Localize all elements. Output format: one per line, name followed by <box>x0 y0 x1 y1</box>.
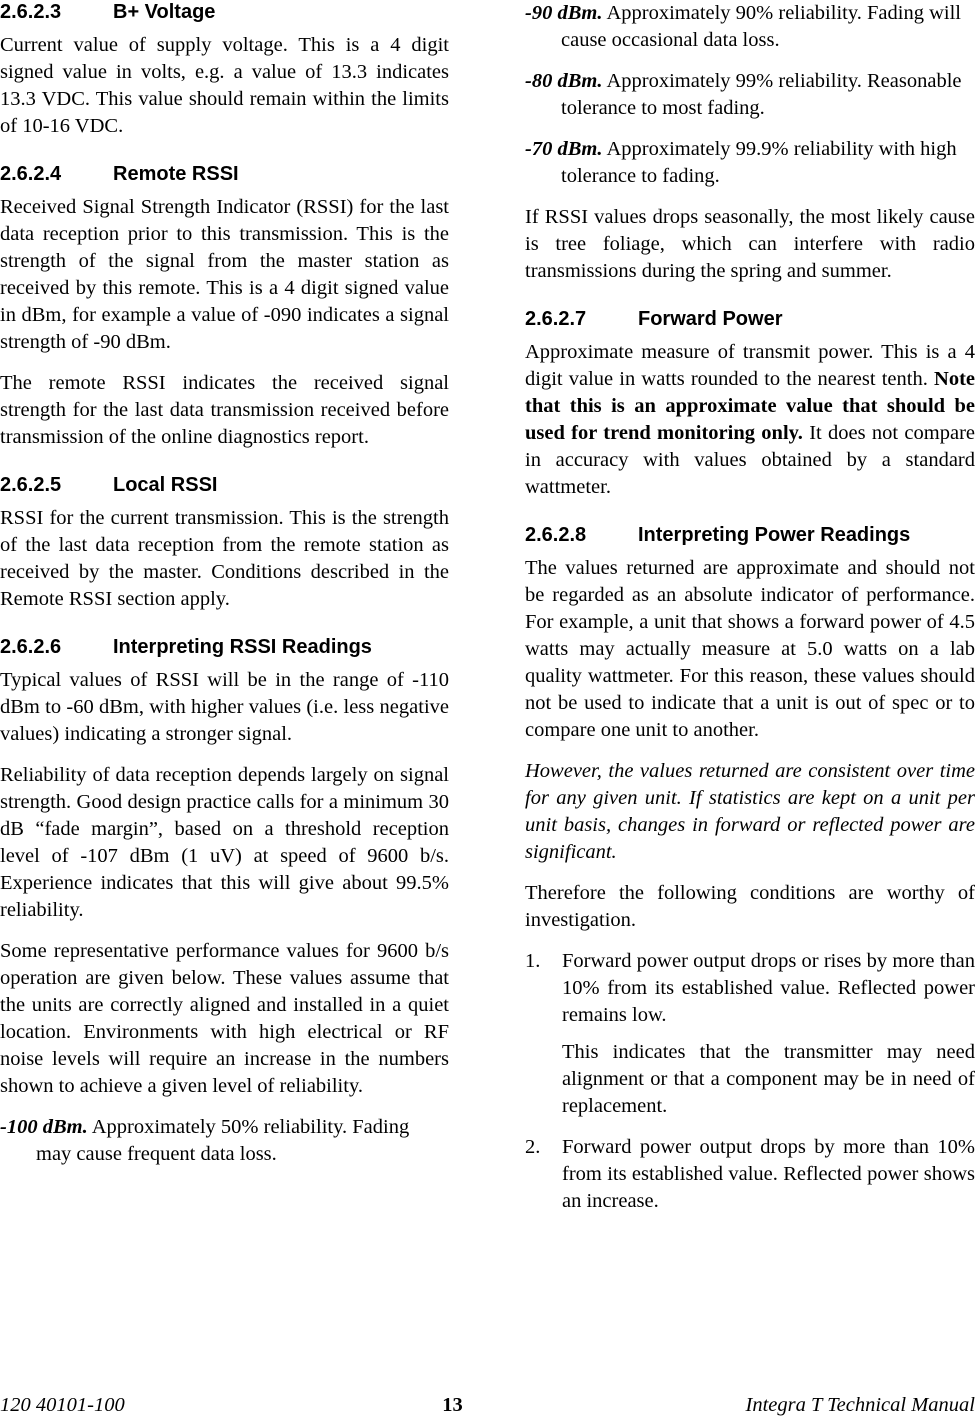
heading-remote-rssi <box>0 162 449 186</box>
section-title: B+ Voltage <box>113 1 216 23</box>
section-title: Forward Power <box>638 308 783 330</box>
b-plus-voltage-paragraph: Current value of supply voltage. This is a 4 digit signed value in volts, e.g. a value of 13.3 indicates 13.3 VDC. This value should remain within the limits of 10-16 VDC. <box>0 34 449 137</box>
interpreting-power-paragraph-3: Therefore the following conditions are worthy of investigation. <box>525 882 975 931</box>
remote-rssi-paragraph-1: Received Signal Strength Indicator (RSSI) for the last data reception prior to this transmission. This is the strength of the signal from the master station as received by this remote. This is a 4 digit signed value in dBm, for example a value of -090 indicates a signal strength of -90 dBm. <box>0 196 449 353</box>
section-title: Remote RSSI <box>113 163 239 185</box>
page-footer <box>0 1392 975 1419</box>
local-rssi-paragraph: RSSI for the current transmission. This is the strength of the last data reception from the remote station as received by the master. Conditions described in the Remote RSSI section apply. <box>0 507 449 610</box>
section-number: 2.6.2.4 <box>0 163 62 185</box>
forward-power-text-b: It does not compare in accuracy with values obtained by a standard wattmeter. <box>525 422 975 498</box>
left-column <box>0 0 449 1182</box>
section-title: Local RSSI <box>113 474 218 496</box>
section-number: 2.6.2.3 <box>0 1 62 23</box>
forward-power-note: Note that this is an approximate value that should be used for trend monitoring only. <box>525 368 975 444</box>
list-item-text: Forward power output drops by more than 10% from its established value. Reflected power shows an increase. <box>562 1136 975 1212</box>
rssi-entry-text: Approximately 90% reliability. Fading will cause occasional data loss. <box>561 2 961 51</box>
rssi-entry-minus-70 <box>525 136 975 190</box>
heading-interpreting-power <box>525 523 975 547</box>
remote-rssi-paragraph-2: The remote RSSI indicates the received signal strength for the last data transmission received before transmission of the online diagnostics report. <box>0 372 449 448</box>
section-title: Interpreting RSSI Readings <box>113 636 372 658</box>
rssi-entry-minus-100 <box>0 1114 449 1168</box>
section-number: 2.6.2.7 <box>525 308 587 330</box>
heading-forward-power <box>525 307 975 331</box>
rssi-entry-label: -100 dBm. <box>0 1116 88 1138</box>
seasonal-rssi-paragraph: If RSSI values drops seasonally, the most likely cause is tree foliage, which can interfere with radio transmissions during the spring and summer. <box>525 206 975 282</box>
section-number: 2.6.2.8 <box>525 524 587 546</box>
forward-power-text-a: Approximate measure of transmit power. This is a 4 digit value in watts rounded to the nearest tenth. <box>525 341 975 390</box>
section-title: Interpreting Power Readings <box>638 524 911 546</box>
list-item-number: 1. <box>525 950 541 972</box>
heading-interpreting-rssi <box>0 635 449 659</box>
rssi-entry-minus-80 <box>525 68 975 122</box>
interpreting-rssi-paragraph-2: Reliability of data reception depends largely on signal strength. Good design practice calls for a minimum 30 dB “fade margin”, based on a threshold reception level of -107 dBm (1 uV) at speed of 9600 b/s. Experience indicates that this will give about 99.5% reliability. <box>0 764 449 921</box>
section-number: 2.6.2.5 <box>0 474 62 496</box>
interpreting-rssi-paragraph-1: Typical values of RSSI will be in the range of -110 dBm to -60 dBm, with higher values (i.e. less negative values) indicating a stronger signal. <box>0 669 449 745</box>
rssi-entry-text: Approximately 50% reliability. Fading may cause frequent data loss. <box>36 1116 410 1165</box>
rssi-entry-text: Approximately 99% reliability. Reasonable tolerance to most fading. <box>561 70 962 119</box>
interpreting-power-paragraph-2: However, the values returned are consistent over time for any given unit. If statistics are kept on a unit per unit basis, changes in forward or reflected power are significant. <box>525 760 975 863</box>
right-column <box>525 0 975 1229</box>
section-number: 2.6.2.6 <box>0 636 62 658</box>
rssi-entry-label: -90 dBm. <box>525 2 603 24</box>
rssi-entry-text: Approximately 99.9% reliability with high tolerance to fading. <box>561 138 957 187</box>
rssi-entry-label: -70 dBm. <box>525 138 603 160</box>
heading-b-plus-voltage <box>0 0 449 24</box>
document-number: 120 40101-100 <box>0 1394 125 1416</box>
forward-power-paragraph <box>525 339 975 501</box>
page-number: 13 <box>442 1394 463 1416</box>
list-item <box>525 948 975 1120</box>
list-item-number: 2. <box>525 1136 541 1158</box>
rssi-entry-minus-90 <box>525 0 975 54</box>
heading-local-rssi <box>0 473 449 497</box>
interpreting-power-paragraph-1: The values returned are approximate and should not be regarded as an absolute indicator of performance. For example, a unit that shows a forward power of 4.5 watts may actually measure at 5.0 watts on a lab quality wattmeter. For this reason, these values should not be used to indicate that a unit is out of spec or to compare one unit to another. <box>525 557 975 741</box>
interpreting-rssi-paragraph-3: Some representative performance values for 9600 b/s operation are given below. These values assume that the units are correctly aligned and installed in a quiet location. Environments with high electrical or RF noise levels will require an increase in the numbers shown to achieve a given level of reliability. <box>0 940 449 1097</box>
rssi-entry-label: -80 dBm. <box>525 70 603 92</box>
list-item-subtext: This indicates that the transmitter may need alignment or that a component may be in need of replacement. <box>562 1041 975 1117</box>
list-item <box>525 1134 975 1215</box>
manual-title: Integra T Technical Manual <box>745 1394 975 1416</box>
list-item-text: Forward power output drops or rises by more than 10% from its established value. Reflected power remains low. <box>562 950 975 1026</box>
